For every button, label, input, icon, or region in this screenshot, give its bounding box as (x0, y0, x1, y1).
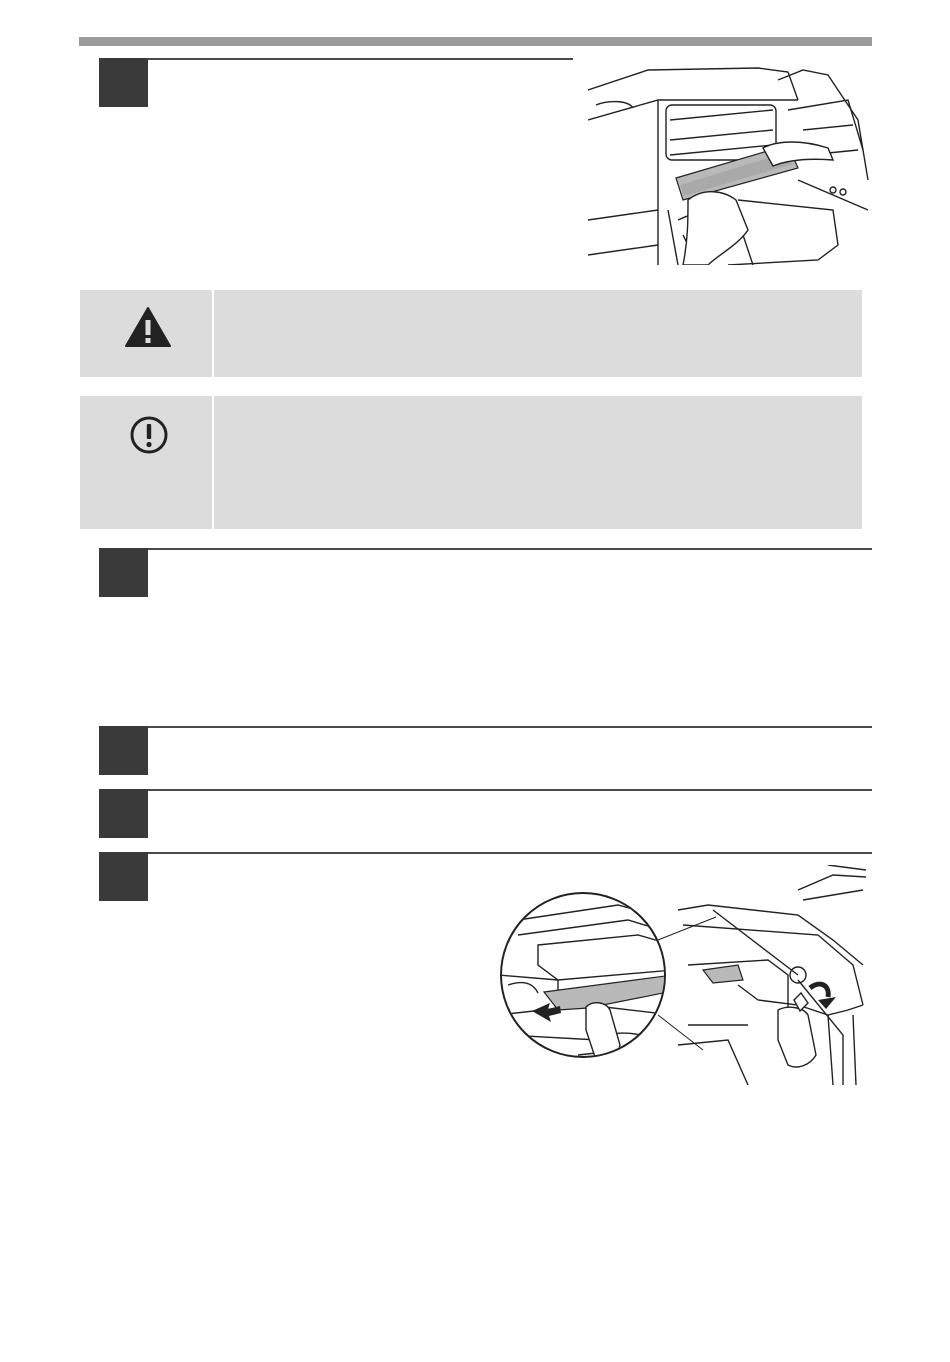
step-2 (99, 548, 872, 608)
warning-triangle-icon (124, 306, 172, 348)
note-divider (212, 396, 214, 529)
step-rule (99, 852, 872, 854)
step-rule (99, 726, 872, 728)
paper-removal-fuser-illustration (588, 60, 870, 265)
step-rule (99, 789, 872, 791)
step-rule (99, 548, 872, 550)
step-number-box (99, 726, 148, 775)
exclamation-circle-icon (129, 415, 169, 455)
step-number-box (99, 58, 148, 107)
important-note (80, 396, 862, 529)
step-rule (99, 58, 573, 60)
step-number-box (99, 789, 148, 838)
paper-feed-knob-illustration (498, 865, 868, 1090)
step-3 (99, 726, 872, 778)
caution-note (80, 290, 862, 377)
note-divider (212, 290, 214, 377)
step-4 (99, 789, 872, 841)
page-header-rule (79, 37, 872, 46)
step-number-box (99, 548, 148, 597)
step-number-box (99, 852, 148, 901)
